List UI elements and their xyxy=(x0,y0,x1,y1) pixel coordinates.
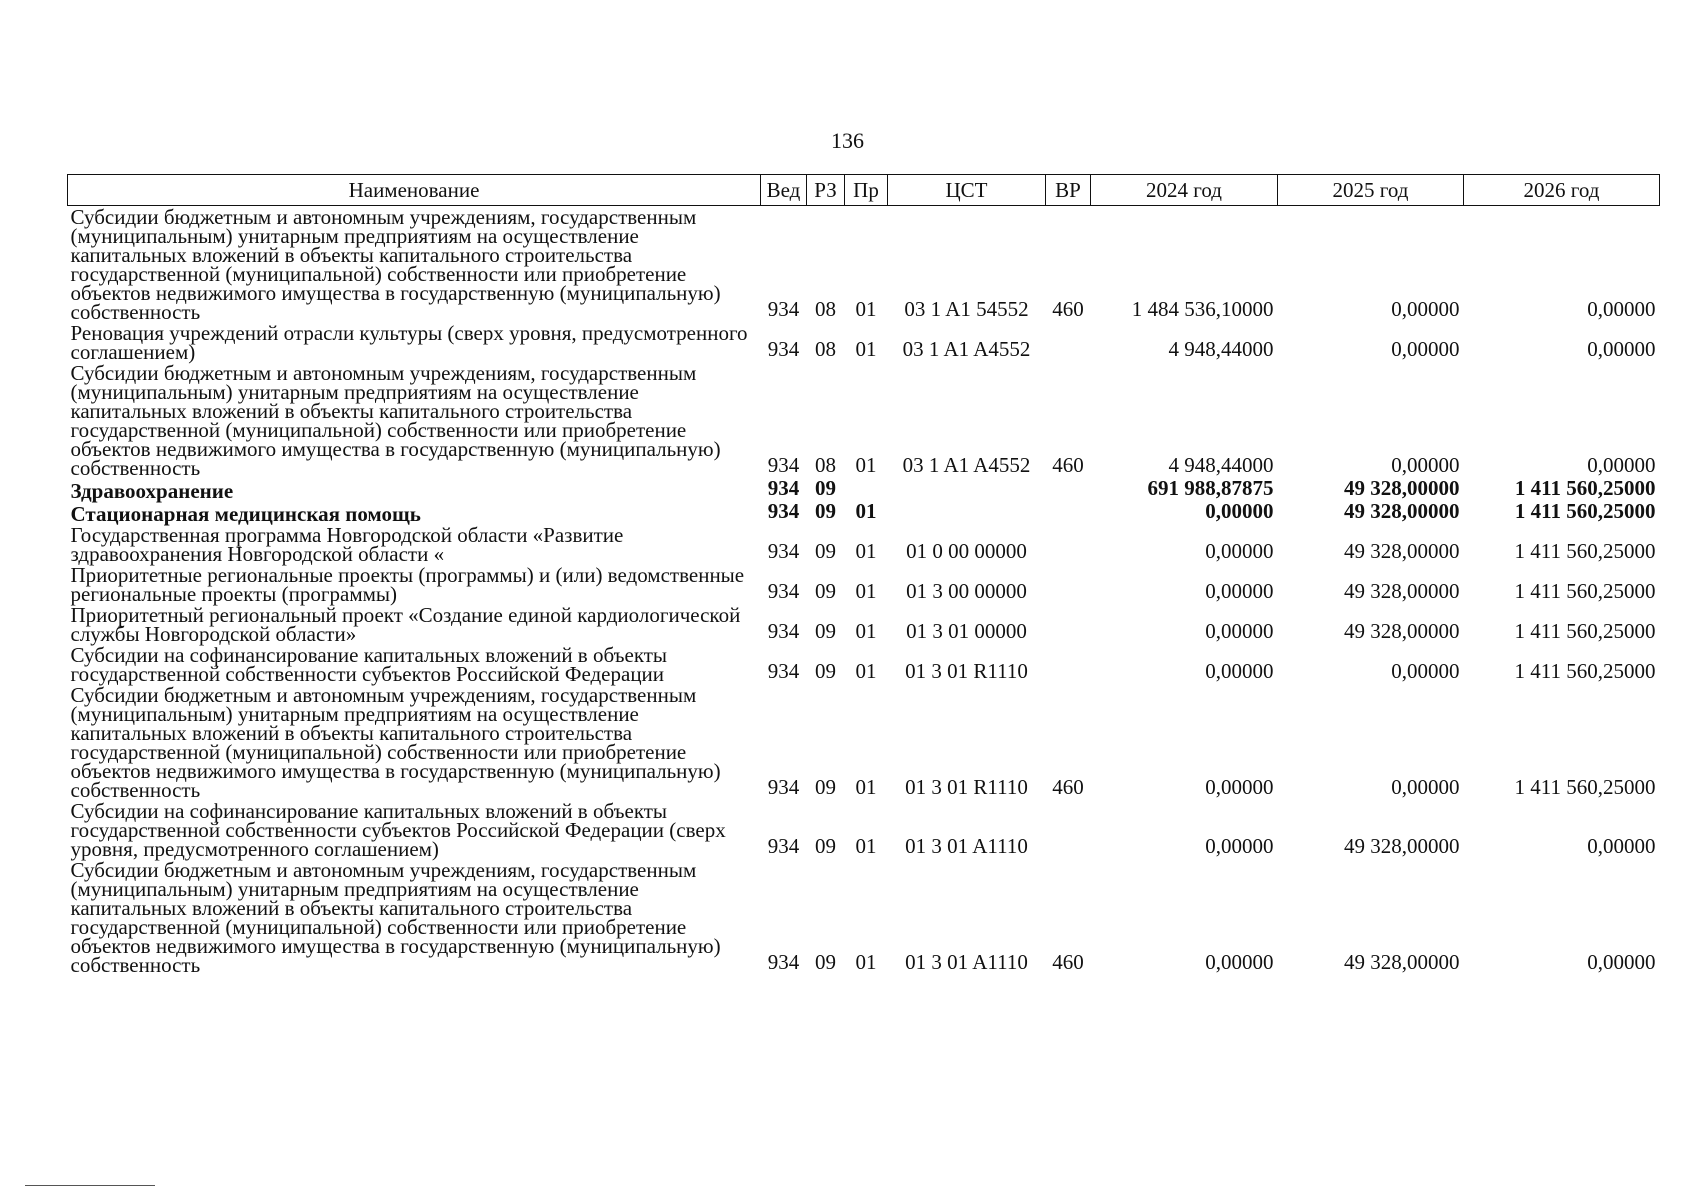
row-cst: 01 3 01 A1110 xyxy=(905,950,1028,974)
row-vr xyxy=(1046,564,1091,604)
row-rz: 09 xyxy=(815,499,836,523)
row-pr: 01 xyxy=(855,619,877,643)
row-2026: 1 411 560,25000 xyxy=(1514,579,1656,603)
row-rz: 09 xyxy=(815,659,836,683)
row-2024: 0,00000 xyxy=(1205,539,1274,563)
row-2026: 1 411 560,25000 xyxy=(1514,499,1656,523)
row-cst: 01 0 00 00000 xyxy=(906,539,1027,563)
row-vr xyxy=(1046,322,1091,362)
row-2024: 0,00000 xyxy=(1205,619,1274,643)
row-name: Приоритетные региональные проекты (программы) и (или) ведомственные региональные проекты (программы) xyxy=(70,563,745,606)
row-cst: 03 1 A1 A4552 xyxy=(902,453,1031,477)
row-2025: 49 328,00000 xyxy=(1344,499,1460,523)
row-ved: 934 xyxy=(767,775,800,799)
row-2024: 0,00000 xyxy=(1205,834,1274,858)
row-2026: 0,00000 xyxy=(1587,950,1656,974)
row-ved: 934 xyxy=(767,619,800,643)
header-2026: 2026 год xyxy=(1464,175,1660,206)
row-name: Субсидии бюджетным и автономным учреждениям, государственным (муниципальным) унитарным предприятиям на осуществление капитальных вложений в объекты капитального строительства государственной (муниципальной) собственности или приобретение объектов недвижимого имущества в государственную (муниципальную) собственность xyxy=(70,361,721,480)
row-2025: 0,00000 xyxy=(1391,337,1460,361)
row-vr: 460 xyxy=(1052,297,1084,321)
row-2026: 0,00000 xyxy=(1587,834,1656,858)
row-rz: 09 xyxy=(815,775,836,799)
row-2026: 1 411 560,25000 xyxy=(1514,539,1656,563)
row-2024: 0,00000 xyxy=(1205,579,1274,603)
row-2026: 0,00000 xyxy=(1587,453,1656,477)
row-pr: 01 xyxy=(855,579,877,603)
row-cst: 01 3 01 R1110 xyxy=(905,659,1028,683)
row-name: Здравоохранение xyxy=(70,479,234,503)
row-rz: 08 xyxy=(815,337,836,361)
row-name: Приоритетный региональный проект «Создание единой кардиологической службы Новгородской области» xyxy=(70,603,741,646)
row-2024: 0,00000 xyxy=(1205,775,1274,799)
row-2024: 4 948,44000 xyxy=(1168,337,1274,361)
row-cst xyxy=(888,501,1046,524)
table-row xyxy=(68,206,1660,323)
row-vr: 460 xyxy=(1052,775,1084,799)
header-ved: Вед xyxy=(761,175,807,206)
row-ved: 934 xyxy=(767,337,800,361)
row-rz: 09 xyxy=(815,950,836,974)
row-rz: 09 xyxy=(815,619,836,643)
row-name: Стационарная медицинская помощь xyxy=(70,502,421,526)
table-row xyxy=(68,501,1660,524)
row-vr xyxy=(1046,524,1091,564)
page-number: 136 xyxy=(831,128,864,153)
table-row xyxy=(68,800,1660,859)
row-cst: 01 3 01 A1110 xyxy=(905,834,1028,858)
row-2026: 1 411 560,25000 xyxy=(1514,619,1656,643)
row-ved: 934 xyxy=(767,834,800,858)
row-pr: 01 xyxy=(855,775,877,799)
row-2026: 0,00000 xyxy=(1587,337,1656,361)
table-row xyxy=(68,604,1660,644)
row-name: Субсидии бюджетным и автономным учреждениям, государственным (муниципальным) унитарным предприятиям на осуществление капитальных вложений в объекты капитального строительства государственной (муниципальной) собственности или приобретение объектов недвижимого имущества в государственную (муниципальную) собственность xyxy=(70,205,721,324)
row-ved: 934 xyxy=(767,539,800,563)
row-vr: 460 xyxy=(1052,453,1084,477)
row-2026: 1 411 560,25000 xyxy=(1514,775,1656,799)
row-cst: 03 1 A1 A4552 xyxy=(902,337,1031,361)
table-row xyxy=(68,478,1660,501)
row-vr: 460 xyxy=(1052,950,1084,974)
row-2024: 0,00000 xyxy=(1205,499,1274,523)
table-row xyxy=(68,644,1660,684)
row-ved: 934 xyxy=(767,453,800,477)
row-pr: 01 xyxy=(855,950,877,974)
row-name: Реновация учреждений отрасли культуры (сверх уровня, предусмотренного соглашением) xyxy=(70,321,748,364)
row-2025: 49 328,00000 xyxy=(1344,539,1460,563)
row-rz: 09 xyxy=(815,476,836,500)
row-2025: 0,00000 xyxy=(1391,297,1460,321)
row-2026: 1 411 560,25000 xyxy=(1514,659,1656,683)
row-pr: 01 xyxy=(855,659,877,683)
row-rz: 09 xyxy=(815,834,836,858)
row-pr: 01 xyxy=(855,297,877,321)
row-pr: 01 xyxy=(855,539,877,563)
header-name: Наименование xyxy=(68,175,761,206)
row-pr: 01 xyxy=(855,453,877,477)
row-vr xyxy=(1046,478,1091,501)
table-row xyxy=(68,564,1660,604)
row-2025: 49 328,00000 xyxy=(1344,950,1460,974)
row-rz: 09 xyxy=(815,539,836,563)
budget-table xyxy=(67,174,1660,975)
row-pr: 01 xyxy=(855,499,877,523)
header-rz: РЗ xyxy=(807,175,845,206)
row-2025: 0,00000 xyxy=(1391,453,1460,477)
header-cst: ЦСТ xyxy=(888,175,1046,206)
row-2025: 49 328,00000 xyxy=(1344,834,1460,858)
row-ved: 934 xyxy=(767,476,800,500)
row-2024: 4 948,44000 xyxy=(1168,453,1274,477)
row-pr xyxy=(845,478,888,501)
row-name: Субсидии бюджетным и автономным учреждениям, государственным (муниципальным) унитарным предприятиям на осуществление капитальных вложений в объекты капитального строительства государственной (муниципальной) собственности или приобретение объектов недвижимого имущества в государственную (муниципальную) собственность xyxy=(70,858,721,977)
row-cst: 03 1 A1 54552 xyxy=(904,297,1029,321)
row-vr xyxy=(1046,644,1091,684)
row-ved: 934 xyxy=(767,950,800,974)
row-cst: 01 3 01 R1110 xyxy=(905,775,1028,799)
row-2024: 1 484 536,10000 xyxy=(1131,297,1274,321)
row-name: Государственная программа Новгородской области «Развитие здравоохранения Новгородской области « xyxy=(70,523,624,566)
row-ved: 934 xyxy=(767,659,800,683)
table-row xyxy=(68,684,1660,800)
row-2024: 0,00000 xyxy=(1205,950,1274,974)
row-rz: 08 xyxy=(815,453,836,477)
row-name: Субсидии на софинансирование капитальных вложений в объекты государственной собственности субъектов Российской Федерации (сверх уровня, предусмотренного соглашением) xyxy=(70,799,726,861)
row-vr xyxy=(1046,800,1091,859)
table-row xyxy=(68,524,1660,564)
row-cst: 01 3 01 00000 xyxy=(906,619,1027,643)
row-rz: 09 xyxy=(815,579,836,603)
row-name: Субсидии бюджетным и автономным учреждениям, государственным (муниципальным) унитарным предприятиям на осуществление капитальных вложений в объекты капитального строительства государственной (муниципальной) собственности или приобретение объектов недвижимого имущества в государственную (муниципальную) собственность xyxy=(70,683,721,802)
table-row xyxy=(68,859,1660,975)
row-pr: 01 xyxy=(855,337,877,361)
row-vr xyxy=(1046,604,1091,644)
row-2025: 0,00000 xyxy=(1391,775,1460,799)
header-vr: ВР xyxy=(1046,175,1091,206)
table-row xyxy=(68,362,1660,478)
header-2024: 2024 год xyxy=(1091,175,1278,206)
row-cst: 01 3 00 00000 xyxy=(906,579,1027,603)
footer-rule xyxy=(25,1185,155,1186)
row-ved: 934 xyxy=(767,297,800,321)
table-header-row xyxy=(68,175,1660,206)
row-2025: 0,00000 xyxy=(1391,659,1460,683)
row-2025: 49 328,00000 xyxy=(1344,579,1460,603)
row-ved: 934 xyxy=(767,579,800,603)
row-pr: 01 xyxy=(855,834,877,858)
row-2026: 0,00000 xyxy=(1587,297,1656,321)
row-2024: 691 988,87875 xyxy=(1147,476,1274,500)
row-2025: 49 328,00000 xyxy=(1344,619,1460,643)
header-2025: 2025 год xyxy=(1278,175,1464,206)
row-ved: 934 xyxy=(767,499,800,523)
row-rz: 08 xyxy=(815,297,836,321)
row-name: Субсидии на софинансирование капитальных вложений в объекты государственной собственности субъектов Российской Федерации xyxy=(70,643,668,686)
row-2025: 49 328,00000 xyxy=(1344,476,1460,500)
row-2024: 0,00000 xyxy=(1205,659,1274,683)
row-cst xyxy=(888,478,1046,501)
header-pr: Пр xyxy=(845,175,888,206)
row-vr xyxy=(1046,501,1091,524)
row-2026: 1 411 560,25000 xyxy=(1514,476,1656,500)
table-row xyxy=(68,322,1660,362)
